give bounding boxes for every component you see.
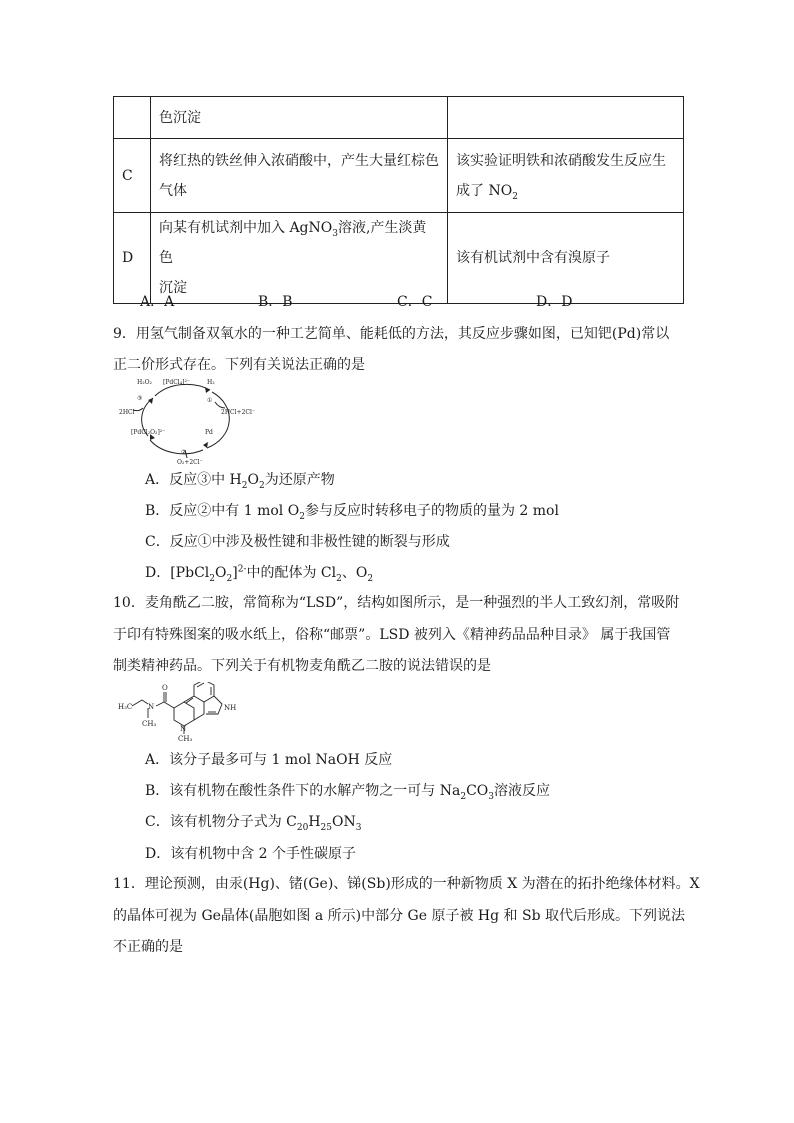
table-row	[114, 97, 684, 139]
experiment-cell	[151, 213, 448, 304]
q11-stem-line1: 11．理论预测，由汞(Hg)、锗(Ge)、锑(Sb)形成的一种新物质 X 为潜在的拓扑绝缘体材料。X	[113, 876, 700, 892]
text: 为还原产物	[264, 472, 335, 488]
label-step3: ③	[137, 395, 143, 402]
q10-option-a: A．该分子最多可与 1 mol NaOH 反应	[145, 752, 393, 768]
row-label	[114, 97, 151, 139]
text: 成了 NO	[456, 182, 513, 199]
q9-option-c: C．反应①中涉及极性键和非极性键的断裂与形成	[145, 534, 450, 550]
subscript: 2	[299, 511, 305, 522]
q10-stem-line2: 于印有特殊图案的吸水纸上，俗称“邮票”。LSD 被列入《精神药品品种目录》 属于我国管	[113, 627, 671, 643]
label-pdcl2o2: [PdCl₂O₂]²⁻	[131, 429, 166, 436]
ring-b	[206, 696, 222, 714]
subscript: 2	[460, 791, 467, 802]
q8-option-c: C．C	[397, 294, 433, 310]
q9-reaction-cycle-diagram	[115, 378, 265, 466]
q10-stem-line1: 10．麦角酰乙二胺，常简称为“LSD”，结构如图所示，是一种强烈的半人工致幻剂，常吸附	[113, 595, 680, 611]
cycle-arc-top	[155, 384, 210, 396]
q10-lsd-structure	[118, 682, 250, 742]
text: 中的配体为 Cl	[246, 565, 337, 581]
text: ]	[232, 565, 238, 581]
arrowhead	[148, 398, 153, 404]
q8-option-b: B．B	[258, 294, 293, 310]
subscript: 2	[259, 480, 265, 491]
text: 参与反应时转移电子的物质的量为 2 mol	[304, 503, 559, 519]
label-ch3-ethyl: CH₃	[142, 720, 157, 728]
experiment-line: 沉淀	[159, 280, 187, 296]
text: 向某有机试剂中加入 AgNO	[159, 220, 333, 236]
table-row	[114, 139, 684, 213]
experiment-cell: 色沉淀	[151, 97, 448, 139]
q8-table	[113, 96, 684, 304]
row-label: C	[114, 139, 151, 213]
q10-stem-line3: 制类精神药品。下列关于有机物麦角酰乙二胺的说法错误的是	[113, 658, 491, 674]
label-2hcl-2cl: 2HCl+2Cl⁻	[221, 409, 256, 416]
q9-stem-line1: 9．用氢气制备双氧水的一种工艺简单、能耗低的方法，其反应步骤如图，已知钯(Pd)常以	[113, 326, 670, 342]
subscript: 3	[488, 791, 495, 802]
experiment-line: 将红热的铁丝伸入浓硝酸中，产生大量红棕色	[159, 152, 439, 169]
label-o: O	[162, 684, 168, 692]
text: CO	[466, 783, 489, 799]
arrowhead	[205, 387, 210, 393]
conclusion-cell: 该有机试剂中含有溴原子	[448, 213, 684, 304]
subscript: 2	[209, 573, 215, 584]
q9-option-b	[145, 501, 559, 521]
label-ch3-n: CH₃	[178, 735, 193, 742]
text: 溶液,产生淡黄色	[159, 220, 427, 266]
conclusion-line	[456, 176, 675, 206]
text: ON	[332, 814, 356, 830]
subscript: 2	[512, 191, 518, 202]
text: H	[308, 814, 321, 830]
text: O	[215, 565, 227, 581]
label-h2: H₂	[207, 379, 215, 386]
label-2hcl: 2HCl	[119, 409, 135, 416]
q8-option-a: A．A	[140, 294, 175, 310]
text: O	[247, 472, 259, 488]
table-row	[114, 213, 684, 304]
aromatic-bonds	[197, 683, 211, 695]
label-o2: O₂+2Cl⁻	[177, 459, 203, 466]
row-label: D	[114, 213, 151, 304]
label-h2o2: H₂O₂	[137, 379, 152, 386]
text: B．反应②中有 1 mol O	[145, 503, 300, 519]
label-step2: ②	[181, 449, 187, 456]
text: D．[PbCl	[145, 565, 210, 581]
q11-stem-line2: 的晶体可视为 Ge晶体(晶胞如图 a 所示)中部分 Ge 原子被 Hg 和 Sb 取代后形成。下列说法	[113, 908, 685, 924]
bond	[156, 702, 164, 706]
label-pd: Pd	[205, 429, 213, 436]
q8-option-d: D．D	[536, 294, 573, 310]
subscript: 2	[241, 480, 248, 491]
cycle-arc-bottom	[150, 440, 203, 454]
label-nh: NH	[224, 704, 237, 712]
experiment-line	[159, 213, 439, 273]
q9-option-a	[145, 470, 335, 490]
superscript: 2-	[237, 564, 247, 575]
ring-d	[164, 702, 194, 726]
text: A．反应③中 H	[145, 472, 242, 488]
subscript: 3	[332, 228, 338, 239]
label-n-ring: N	[180, 725, 187, 733]
text: 、O	[341, 565, 368, 581]
conclusion-cell	[448, 97, 684, 139]
branch-right	[215, 402, 225, 408]
experiment-cell	[151, 139, 448, 213]
subscript: 2	[336, 573, 342, 584]
bond	[132, 700, 148, 706]
q11-stem-line3: 不正确的是	[113, 939, 183, 955]
conclusion-line: 该实验证明铁和浓硝酸发生反应生	[456, 152, 666, 169]
subscript: 2	[226, 573, 233, 584]
q9-stem-line2: 正二价形式存在。下列有关说法正确的是	[113, 357, 365, 373]
label-h3c: H₃C	[118, 703, 133, 711]
subscript: 2	[367, 573, 374, 584]
text: B．该有机物在酸性条件下的水解产物之一可与 Na	[145, 783, 461, 799]
subscript: 25	[320, 822, 332, 833]
text: 溶液反应	[494, 783, 551, 799]
label-n-amide: N	[148, 703, 155, 711]
arrowhead	[203, 442, 208, 448]
q10-option-b	[145, 781, 550, 801]
q10-option-d: D．该有机物中含 2 个手性碳原子	[145, 846, 357, 862]
subscript: 3	[355, 822, 362, 833]
q9-option-d	[145, 563, 373, 583]
q10-option-c	[145, 812, 361, 832]
label-step1: ①	[207, 397, 213, 404]
conclusion-cell	[448, 139, 684, 213]
text: C．该有机物分子式为 C	[145, 814, 297, 830]
subscript: 20	[296, 822, 309, 833]
label-pdcl4: [PdCl₄]²⁻	[163, 379, 191, 386]
experiment-line: 气体	[159, 182, 187, 199]
